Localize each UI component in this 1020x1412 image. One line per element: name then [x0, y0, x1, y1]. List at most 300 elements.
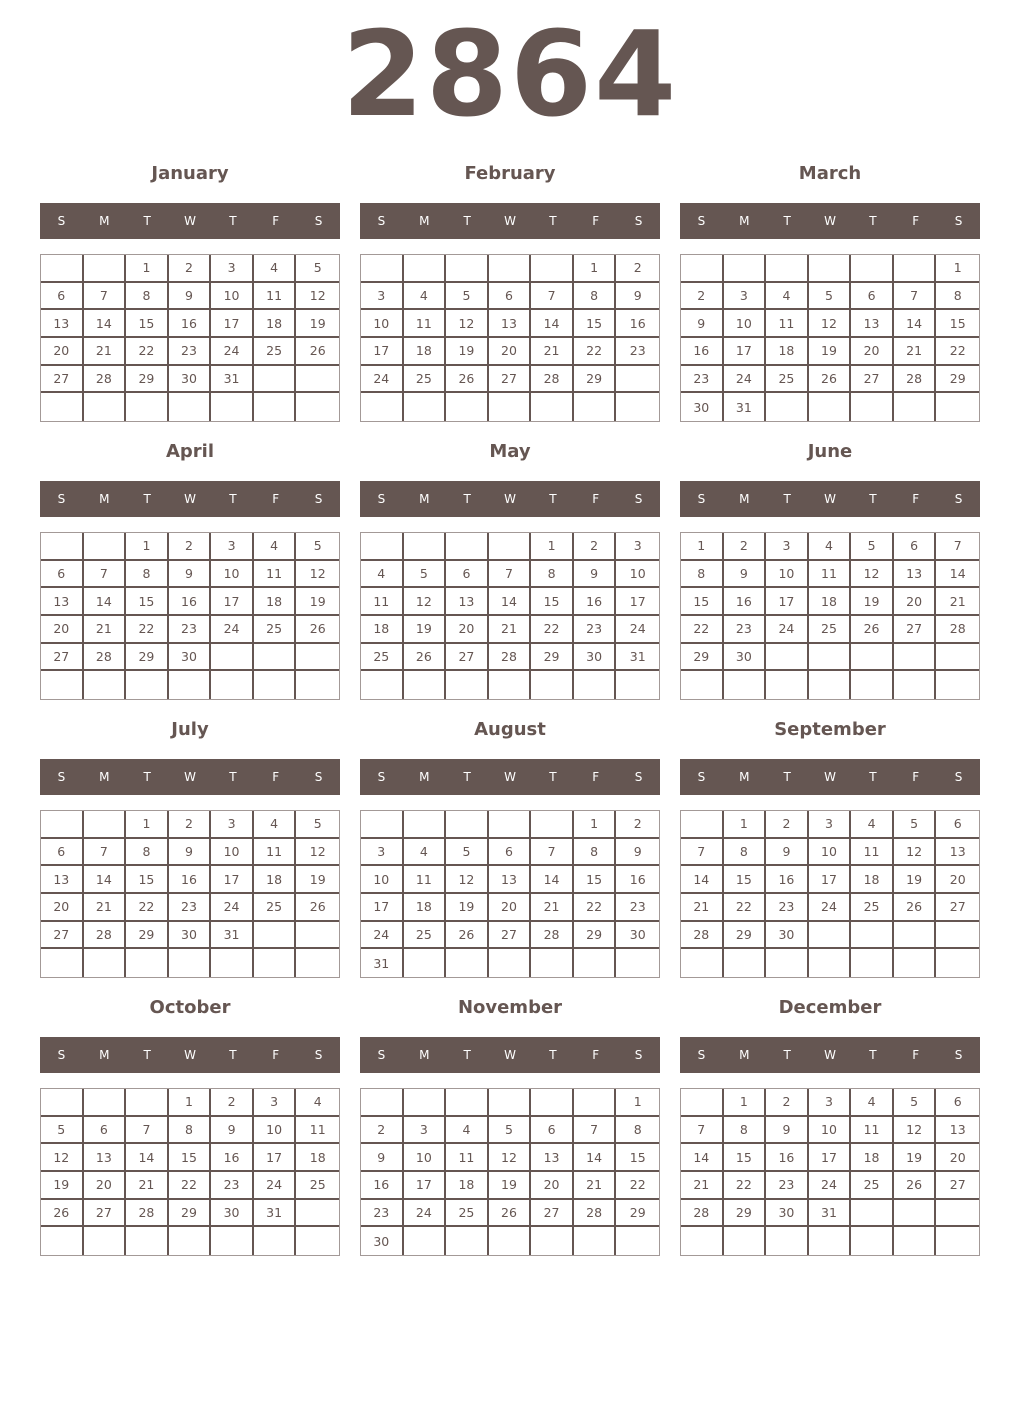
day-cell: 25 [254, 894, 297, 922]
weekday-label: T [783, 770, 791, 784]
day-cell: 27 [936, 1172, 979, 1200]
day-cell: 4 [296, 1089, 339, 1117]
day-grid [680, 532, 980, 700]
day-cell: 18 [254, 588, 297, 616]
month-title: July [171, 719, 209, 740]
day-cell: 8 [936, 283, 979, 311]
day-cell: 3 [766, 533, 809, 561]
weekday-label: F [592, 492, 600, 506]
day-cell: 20 [446, 616, 489, 644]
weekday-label: S [314, 214, 323, 228]
weekday-label: F [592, 1048, 600, 1062]
weekday-label: T [869, 214, 877, 228]
day-cell [809, 671, 852, 699]
day-cell: 23 [766, 894, 809, 922]
day-cell [531, 1227, 574, 1255]
weekday-label: T [229, 214, 237, 228]
day-cell: 1 [616, 1089, 659, 1117]
weekday-header [680, 203, 980, 239]
day-cell: 7 [681, 1117, 724, 1145]
day-grid [360, 810, 660, 978]
day-cell: 15 [531, 588, 574, 616]
weekday-label: W [504, 770, 516, 784]
weekday-header [40, 203, 340, 239]
day-cell: 30 [724, 644, 767, 672]
day-cell: 1 [724, 811, 767, 839]
day-cell [809, 255, 852, 283]
day-cell: 17 [254, 1144, 297, 1172]
day-cell [446, 811, 489, 839]
day-cell [361, 1089, 404, 1117]
weekday-label: S [377, 1048, 386, 1062]
day-cell [254, 1227, 297, 1255]
day-cell: 29 [724, 922, 767, 950]
day-cell: 20 [936, 1144, 979, 1172]
day-cell: 1 [126, 533, 169, 561]
day-cell: 6 [41, 839, 84, 867]
day-cell: 18 [254, 310, 297, 338]
day-cell [489, 1089, 532, 1117]
day-cell: 27 [41, 366, 84, 394]
day-cell: 15 [724, 1144, 767, 1172]
day-cell: 18 [851, 1144, 894, 1172]
day-cell: 28 [84, 644, 127, 672]
day-cell: 21 [681, 1172, 724, 1200]
day-grid [40, 1088, 340, 1256]
day-cell [41, 671, 84, 699]
day-cell [169, 671, 212, 699]
day-cell: 17 [766, 588, 809, 616]
day-cell: 26 [894, 894, 937, 922]
weekday-label: S [377, 214, 386, 228]
day-cell: 27 [851, 366, 894, 394]
day-cell: 26 [894, 1172, 937, 1200]
day-cell: 10 [616, 561, 659, 589]
day-grid [680, 254, 980, 422]
day-cell: 11 [254, 561, 297, 589]
day-cell: 12 [446, 310, 489, 338]
day-cell: 27 [936, 894, 979, 922]
weekday-label: W [504, 214, 516, 228]
day-cell: 11 [851, 839, 894, 867]
day-cell: 14 [936, 561, 979, 589]
day-cell: 30 [169, 644, 212, 672]
day-cell: 26 [489, 1200, 532, 1228]
day-cell: 31 [211, 366, 254, 394]
day-cell: 14 [531, 866, 574, 894]
day-cell: 1 [574, 811, 617, 839]
day-grid [680, 810, 980, 978]
month-title: November [457, 997, 563, 1018]
weekday-label: M [99, 770, 110, 784]
day-cell: 10 [254, 1117, 297, 1145]
weekday-label: S [57, 492, 66, 506]
day-cell: 8 [126, 283, 169, 311]
day-cell: 7 [126, 1117, 169, 1145]
day-cell: 6 [489, 283, 532, 311]
day-cell: 18 [404, 338, 447, 366]
day-cell: 19 [809, 338, 852, 366]
day-cell [404, 1227, 447, 1255]
day-cell [809, 1227, 852, 1255]
day-cell: 6 [531, 1117, 574, 1145]
day-cell: 21 [681, 894, 724, 922]
day-cell [616, 393, 659, 421]
day-cell: 13 [41, 588, 84, 616]
weekday-label: F [592, 214, 600, 228]
day-cell: 10 [724, 310, 767, 338]
day-cell [296, 393, 339, 421]
weekday-header [40, 759, 340, 795]
day-cell [404, 1089, 447, 1117]
day-cell: 15 [126, 866, 169, 894]
day-cell [851, 1227, 894, 1255]
day-cell: 20 [531, 1172, 574, 1200]
day-cell: 20 [851, 338, 894, 366]
day-cell: 11 [296, 1117, 339, 1145]
day-cell: 24 [404, 1200, 447, 1228]
day-cell: 25 [296, 1172, 339, 1200]
day-cell [254, 922, 297, 950]
day-cell: 27 [84, 1200, 127, 1228]
day-cell: 2 [616, 255, 659, 283]
weekday-label: S [697, 492, 706, 506]
day-cell: 21 [84, 338, 127, 366]
day-cell: 18 [446, 1172, 489, 1200]
day-cell [766, 671, 809, 699]
day-cell [574, 1089, 617, 1117]
day-cell: 9 [574, 561, 617, 589]
day-cell: 28 [84, 922, 127, 950]
day-cell [41, 533, 84, 561]
day-cell: 2 [169, 255, 212, 283]
day-cell: 19 [296, 588, 339, 616]
day-cell: 14 [84, 310, 127, 338]
day-cell [361, 671, 404, 699]
day-cell: 6 [41, 283, 84, 311]
day-cell: 1 [724, 1089, 767, 1117]
day-cell: 25 [446, 1200, 489, 1228]
day-cell: 24 [766, 616, 809, 644]
day-cell: 11 [809, 561, 852, 589]
day-cell: 10 [404, 1144, 447, 1172]
day-cell: 4 [809, 533, 852, 561]
day-cell: 22 [724, 894, 767, 922]
day-cell [489, 671, 532, 699]
day-cell [681, 671, 724, 699]
day-cell: 22 [531, 616, 574, 644]
day-cell: 13 [489, 866, 532, 894]
day-cell: 23 [724, 616, 767, 644]
day-cell: 10 [211, 839, 254, 867]
month-title: October [149, 997, 231, 1018]
weekday-label: F [912, 770, 920, 784]
day-cell: 3 [809, 1089, 852, 1117]
day-cell: 19 [296, 866, 339, 894]
day-cell: 1 [126, 255, 169, 283]
weekday-label: M [419, 770, 430, 784]
day-cell [489, 1227, 532, 1255]
day-cell: 17 [211, 866, 254, 894]
day-cell [489, 533, 532, 561]
day-cell: 13 [936, 1117, 979, 1145]
weekday-label: W [184, 770, 196, 784]
weekday-label: T [229, 1048, 237, 1062]
day-cell [84, 671, 127, 699]
day-cell [936, 671, 979, 699]
day-cell [766, 255, 809, 283]
day-cell: 12 [489, 1144, 532, 1172]
day-cell: 23 [681, 366, 724, 394]
day-cell: 4 [404, 839, 447, 867]
day-cell: 24 [809, 894, 852, 922]
day-cell: 28 [126, 1200, 169, 1228]
day-cell: 1 [681, 533, 724, 561]
day-cell: 22 [126, 894, 169, 922]
month-title: April [165, 441, 215, 462]
day-cell: 15 [126, 588, 169, 616]
day-cell: 18 [851, 866, 894, 894]
day-cell [169, 1227, 212, 1255]
day-cell: 24 [211, 894, 254, 922]
day-cell [936, 922, 979, 950]
weekday-label: S [377, 770, 386, 784]
day-cell [894, 949, 937, 977]
day-cell: 17 [809, 866, 852, 894]
day-cell [254, 949, 297, 977]
weekday-header [360, 759, 660, 795]
day-cell [724, 949, 767, 977]
day-cell: 9 [766, 1117, 809, 1145]
day-cell: 15 [936, 310, 979, 338]
day-cell: 11 [851, 1117, 894, 1145]
day-cell: 26 [404, 644, 447, 672]
day-cell [254, 393, 297, 421]
day-cell: 5 [894, 811, 937, 839]
day-cell [296, 1200, 339, 1228]
weekday-label: M [739, 770, 750, 784]
day-cell [531, 671, 574, 699]
day-cell: 4 [446, 1117, 489, 1145]
day-cell: 10 [361, 310, 404, 338]
weekday-label: F [912, 214, 920, 228]
day-cell: 22 [574, 894, 617, 922]
day-cell [361, 393, 404, 421]
day-cell: 29 [126, 366, 169, 394]
day-cell: 30 [169, 366, 212, 394]
day-cell [211, 644, 254, 672]
day-cell: 12 [296, 839, 339, 867]
day-cell: 3 [616, 533, 659, 561]
day-cell: 6 [936, 811, 979, 839]
day-cell: 14 [681, 866, 724, 894]
day-cell: 4 [404, 283, 447, 311]
day-cell [296, 644, 339, 672]
day-cell: 3 [211, 255, 254, 283]
weekday-label: T [463, 492, 471, 506]
day-cell: 22 [724, 1172, 767, 1200]
day-cell [489, 949, 532, 977]
day-cell: 7 [84, 839, 127, 867]
day-cell: 2 [766, 811, 809, 839]
month-title: May [489, 441, 531, 462]
weekday-label: W [184, 1048, 196, 1062]
day-cell [404, 393, 447, 421]
day-cell: 1 [126, 811, 169, 839]
day-cell: 29 [616, 1200, 659, 1228]
day-cell [169, 949, 212, 977]
weekday-label: T [869, 770, 877, 784]
day-cell: 11 [254, 283, 297, 311]
day-grid [40, 532, 340, 700]
day-cell [254, 366, 297, 394]
weekday-label: S [697, 1048, 706, 1062]
day-cell: 17 [616, 588, 659, 616]
day-cell: 29 [126, 644, 169, 672]
weekday-label: S [314, 1048, 323, 1062]
day-cell: 15 [724, 866, 767, 894]
day-cell: 15 [681, 588, 724, 616]
day-cell [296, 949, 339, 977]
day-cell: 12 [809, 310, 852, 338]
day-cell: 20 [84, 1172, 127, 1200]
day-cell [894, 255, 937, 283]
month-title: March [798, 163, 862, 184]
weekday-label: W [184, 214, 196, 228]
day-cell [531, 811, 574, 839]
day-cell: 20 [41, 616, 84, 644]
day-cell: 19 [404, 616, 447, 644]
weekday-label: M [739, 1048, 750, 1062]
day-cell: 12 [894, 1117, 937, 1145]
weekday-label: S [57, 214, 66, 228]
day-cell [254, 644, 297, 672]
day-cell: 12 [404, 588, 447, 616]
day-grid [360, 1088, 660, 1256]
day-cell: 10 [766, 561, 809, 589]
day-cell: 19 [894, 1144, 937, 1172]
day-cell [894, 1227, 937, 1255]
weekday-label: T [143, 214, 151, 228]
day-cell [894, 671, 937, 699]
day-cell: 16 [724, 588, 767, 616]
weekday-label: T [783, 214, 791, 228]
day-cell: 14 [531, 310, 574, 338]
day-cell: 13 [851, 310, 894, 338]
day-cell: 18 [296, 1144, 339, 1172]
month-title: June [807, 441, 853, 462]
day-cell: 29 [681, 644, 724, 672]
day-cell [894, 922, 937, 950]
day-cell [446, 255, 489, 283]
day-cell: 3 [211, 811, 254, 839]
day-cell: 21 [531, 894, 574, 922]
weekday-label: M [419, 1048, 430, 1062]
day-cell [84, 949, 127, 977]
day-cell: 24 [361, 366, 404, 394]
day-cell: 13 [84, 1144, 127, 1172]
day-cell: 22 [126, 338, 169, 366]
day-cell: 27 [531, 1200, 574, 1228]
weekday-label: S [634, 1048, 643, 1062]
day-cell: 9 [169, 283, 212, 311]
day-cell [681, 255, 724, 283]
day-cell [361, 533, 404, 561]
day-cell: 19 [446, 338, 489, 366]
day-cell: 28 [681, 922, 724, 950]
day-cell: 24 [809, 1172, 852, 1200]
weekday-label: T [229, 770, 237, 784]
day-cell: 21 [489, 616, 532, 644]
day-cell: 20 [41, 338, 84, 366]
day-cell: 15 [126, 310, 169, 338]
day-cell [84, 393, 127, 421]
day-cell: 9 [616, 839, 659, 867]
day-cell: 8 [126, 561, 169, 589]
day-cell [254, 671, 297, 699]
day-grid [40, 254, 340, 422]
day-cell: 17 [724, 338, 767, 366]
day-cell: 23 [361, 1200, 404, 1228]
day-cell: 2 [211, 1089, 254, 1117]
day-cell: 25 [851, 1172, 894, 1200]
day-cell [574, 393, 617, 421]
day-cell: 4 [851, 811, 894, 839]
day-cell: 30 [169, 922, 212, 950]
weekday-label: F [272, 492, 280, 506]
weekday-label: M [419, 214, 430, 228]
day-cell [936, 644, 979, 672]
day-cell: 27 [894, 616, 937, 644]
day-cell: 5 [296, 255, 339, 283]
day-cell [851, 922, 894, 950]
day-cell: 9 [361, 1144, 404, 1172]
day-cell: 28 [489, 644, 532, 672]
day-cell: 11 [404, 310, 447, 338]
day-cell: 1 [936, 255, 979, 283]
day-cell: 7 [531, 283, 574, 311]
weekday-label: W [504, 492, 516, 506]
weekday-header [360, 481, 660, 517]
day-cell: 21 [936, 588, 979, 616]
day-cell: 23 [169, 616, 212, 644]
day-cell: 30 [574, 644, 617, 672]
day-cell: 5 [851, 533, 894, 561]
day-cell: 19 [41, 1172, 84, 1200]
day-cell: 16 [361, 1172, 404, 1200]
day-cell [574, 949, 617, 977]
day-cell [936, 1227, 979, 1255]
day-cell [616, 1227, 659, 1255]
day-cell [84, 533, 127, 561]
day-cell: 26 [446, 366, 489, 394]
day-cell [446, 533, 489, 561]
weekday-label: T [783, 1048, 791, 1062]
day-cell [211, 671, 254, 699]
day-cell: 13 [41, 866, 84, 894]
weekday-label: S [697, 214, 706, 228]
day-cell: 26 [851, 616, 894, 644]
day-cell [404, 671, 447, 699]
day-cell: 17 [211, 588, 254, 616]
day-cell: 5 [404, 561, 447, 589]
day-cell: 22 [936, 338, 979, 366]
weekday-label: W [824, 214, 836, 228]
day-cell: 8 [574, 839, 617, 867]
day-cell [574, 671, 617, 699]
weekday-label: M [739, 214, 750, 228]
day-cell: 11 [766, 310, 809, 338]
